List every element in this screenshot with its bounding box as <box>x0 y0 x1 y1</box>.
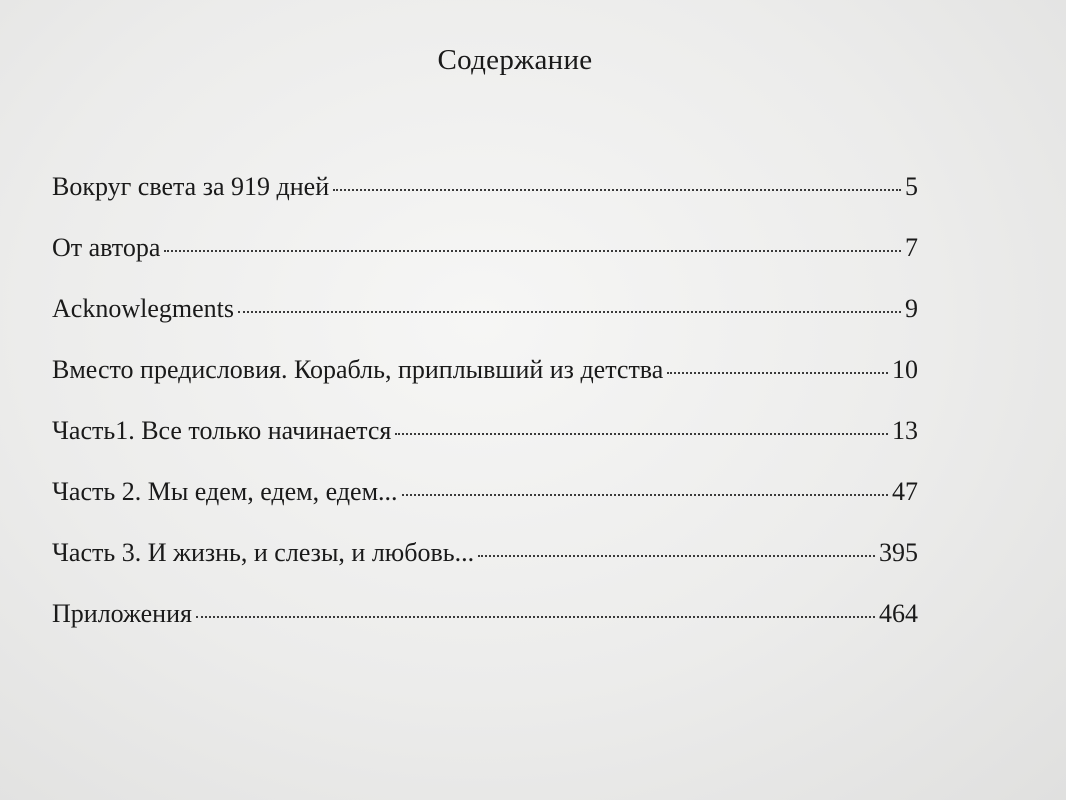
toc-entry-page: 395 <box>879 538 918 567</box>
dot-leader <box>402 494 888 496</box>
toc-entry-label: Часть 3. И жизнь, и слезы, и любовь... <box>52 538 475 567</box>
toc-entry-page: 9 <box>905 294 918 323</box>
toc-entry <box>52 294 918 355</box>
toc-entry <box>52 538 918 599</box>
toc-entry-page: 13 <box>892 416 918 445</box>
toc-entry-page: 464 <box>879 599 918 628</box>
toc-entry-label: Acknowlegments <box>52 294 234 323</box>
toc-entry-page: 7 <box>905 233 918 262</box>
toc-entry <box>52 233 918 294</box>
dot-leader <box>196 616 875 618</box>
toc-entry-label: Часть 2. Мы едем, едем, едем... <box>52 477 398 506</box>
dot-leader <box>164 250 901 252</box>
dot-leader <box>478 555 875 557</box>
toc-entry-page: 5 <box>905 172 918 201</box>
dot-leader <box>333 189 901 191</box>
table-of-contents <box>52 172 918 660</box>
toc-entry-label: От автора <box>52 233 161 262</box>
toc-entry <box>52 416 918 477</box>
dot-leader <box>395 433 888 435</box>
toc-entry <box>52 599 918 660</box>
dot-leader <box>667 372 888 374</box>
toc-entry-page: 10 <box>892 355 918 384</box>
toc-entry <box>52 172 918 233</box>
toc-entry <box>52 477 918 538</box>
page-title: Содержание <box>437 44 593 76</box>
toc-entry-label: Приложения <box>52 599 192 628</box>
toc-entry-label: Часть1. Все только начинается <box>52 416 392 445</box>
toc-entry-label: Вокруг света за 919 дней <box>52 172 330 201</box>
dot-leader <box>238 311 901 313</box>
toc-entry-label: Вместо предисловия. Корабль, приплывший из детства <box>52 355 664 384</box>
toc-entry <box>52 355 918 416</box>
toc-entry-page: 47 <box>892 477 918 506</box>
